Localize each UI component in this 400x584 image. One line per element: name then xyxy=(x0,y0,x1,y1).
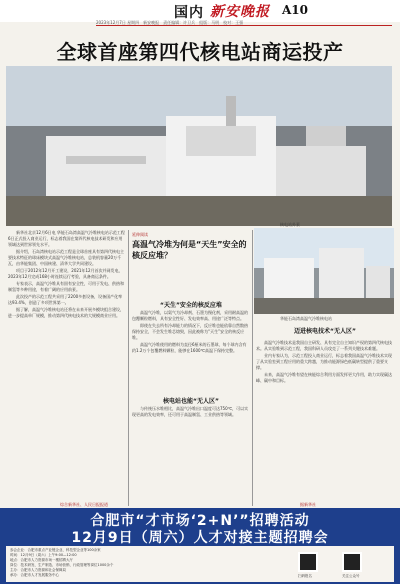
paragraph: 据介绍，石岛湾核电站示范工程是全球首座具有第四代核电主要技术特征的球床模块式高温气冷堆核电站，总装机容量20万千瓦，由华能集团、中国核建、清华大学共同建设。 xyxy=(8,249,124,266)
masthead xyxy=(0,0,400,22)
ad-title-line1: 合肥市“才市场‘2+N’”招聘活动 xyxy=(90,513,310,529)
sidebar-title-text: 高温气冷堆为何是“天生”安全的核反应堆？ xyxy=(132,240,247,260)
ad-details xyxy=(6,546,266,582)
paragraph: 未来，高温气冷堆有望在核能综合利用方面发挥更大作用，助力实现碳达峰、碳中和目标。 xyxy=(256,372,392,383)
paragraph: 高温气冷堆使用的燃料为直径6厘米的石墨球，每个球内含有约1.2万个包覆燃料颗粒，能够在1600℃高温下保持完整。 xyxy=(132,342,247,353)
subhead-1: “天生”安全的核反应堆 xyxy=(160,302,222,309)
qr-code-label: 关注公众号 xyxy=(342,574,360,578)
paragraph: 新华社北京12月6日电 华能石岛湾高温气冷堆核电站示范工程6日正式投入商业运行，标志着我国在第四代核电技术研发和应用领域达到世界领先水平。 xyxy=(8,230,125,247)
paragraph: 据了解，高温气冷堆核电站还将在未来开展多模块组合建设，进一步提高单厂规模，推动第四代核电技术的大规模商业应用。 xyxy=(8,307,124,318)
ad-detail-item: 时间：12月9日（周六）上午9:00—12:00 xyxy=(10,553,77,557)
sidebar-tag: 延伸阅读 xyxy=(132,232,148,237)
ad-detail-item: 岗位：技术研发、生产制造、市场营销、行政管理等岗位1000余个 xyxy=(10,563,114,567)
article-signature: 据新华社 xyxy=(300,502,316,507)
paragraph: 业内专家认为，示范工程投入商业运行，标志着我国高温气冷堆技术实现了从实验室到工程应用的重大跨越，为推动能源绿色低碳转型提供了重要支撑。 xyxy=(256,353,392,370)
qr-code[interactable] xyxy=(298,552,318,572)
qr-code-label: 扫码报名 xyxy=(298,574,312,578)
masthead-rule xyxy=(96,25,392,26)
subhead-2: 核电站也能“无人区” xyxy=(163,398,219,405)
ad-detail-item: 承办：合肥市人才发展服务中心 xyxy=(10,573,59,577)
masthead-meta: 2023年12月7日 星期四 新安晚报 责任编辑：许卫兵 组版：马明 校对：王强 xyxy=(96,20,244,25)
paragraph: 此次投产的示范工程共采用了2200多套设备，设备国产化率达93.4%，创造了多项世界第一。 xyxy=(8,294,123,305)
paragraph: 即使在失去所有冷却能力的情况下，反应堆也能依靠自然散热保持安全，不会发生堆芯熔毁，因此被称为“天生”安全的核反应堆。 xyxy=(132,323,248,340)
paragraph: 与传统压水堆相比，高温气冷堆出口温度可达750℃，可以实现更高的发电效率，还可用于高温制氢、工业供热等领域。 xyxy=(132,406,249,417)
plant-buildings-illustration xyxy=(254,228,394,314)
page-number: A10 xyxy=(282,3,309,17)
paragraph: 项目于2012年12月开工建设，2021年12月首次并网发电，2023年12月完成168小时连续运行考验，具备商运条件。 xyxy=(8,268,123,279)
main-photo xyxy=(6,66,392,226)
sidebar-title xyxy=(132,232,250,261)
article-source: 综合新华社、人民日报报道 xyxy=(60,502,108,507)
ad-detail-item: 主办：合肥市人力资源和社会保障局 xyxy=(10,568,66,572)
column-divider xyxy=(252,230,253,506)
newspaper-logo: 新安晚报 xyxy=(210,4,270,20)
article-column-c xyxy=(256,340,394,508)
article-column-b2 xyxy=(132,406,250,502)
qr-code[interactable] xyxy=(342,552,362,572)
ad-body xyxy=(6,546,394,582)
main-photo-caption: 核电站外景 xyxy=(280,222,300,227)
subhead-3: 迈进核电技术“无人区” xyxy=(294,328,356,335)
ad-title-line2: 12月9日（周六）人才对接主题招聘会 xyxy=(71,530,329,546)
paragraph: 高温气冷堆技术是我国自主研发、具有完全自主知识产权的第四代核电技术。从实验堆到示范工程，我国科研人员攻克了一系列关键技术难题。 xyxy=(256,340,392,351)
recruitment-ad xyxy=(0,508,400,584)
article-column-b xyxy=(132,310,250,394)
plant-illustration xyxy=(6,66,392,226)
ad-detail-item: 参会企业：合肥市重点产业链企业、科技型企业等100余家 xyxy=(10,548,101,552)
column-divider xyxy=(128,230,129,506)
page-headline: 全球首座第四代核电站商运投产 xyxy=(56,40,344,64)
ad-detail-item: 地点：合肥市人力资源市场一楼招聘大厅 xyxy=(10,558,73,562)
section-name: 国内 xyxy=(174,5,204,21)
paragraph: 高温气冷堆，以氦气为冷却剂、石墨为慢化剂，采用耐高温的包覆颗粒燃料，具有安全性好、发电效率高、用途广泛等特点。 xyxy=(132,310,248,321)
secondary-photo-caption: 华能石岛湾高温气冷堆核电站 xyxy=(280,316,332,321)
secondary-photo xyxy=(254,228,394,314)
paragraph: 专家表示，高温气冷堆具有固有安全性，可用于发电、供热和制氢等多种用途，有着广阔的应用前景。 xyxy=(8,281,124,292)
article-column-a xyxy=(8,230,126,508)
